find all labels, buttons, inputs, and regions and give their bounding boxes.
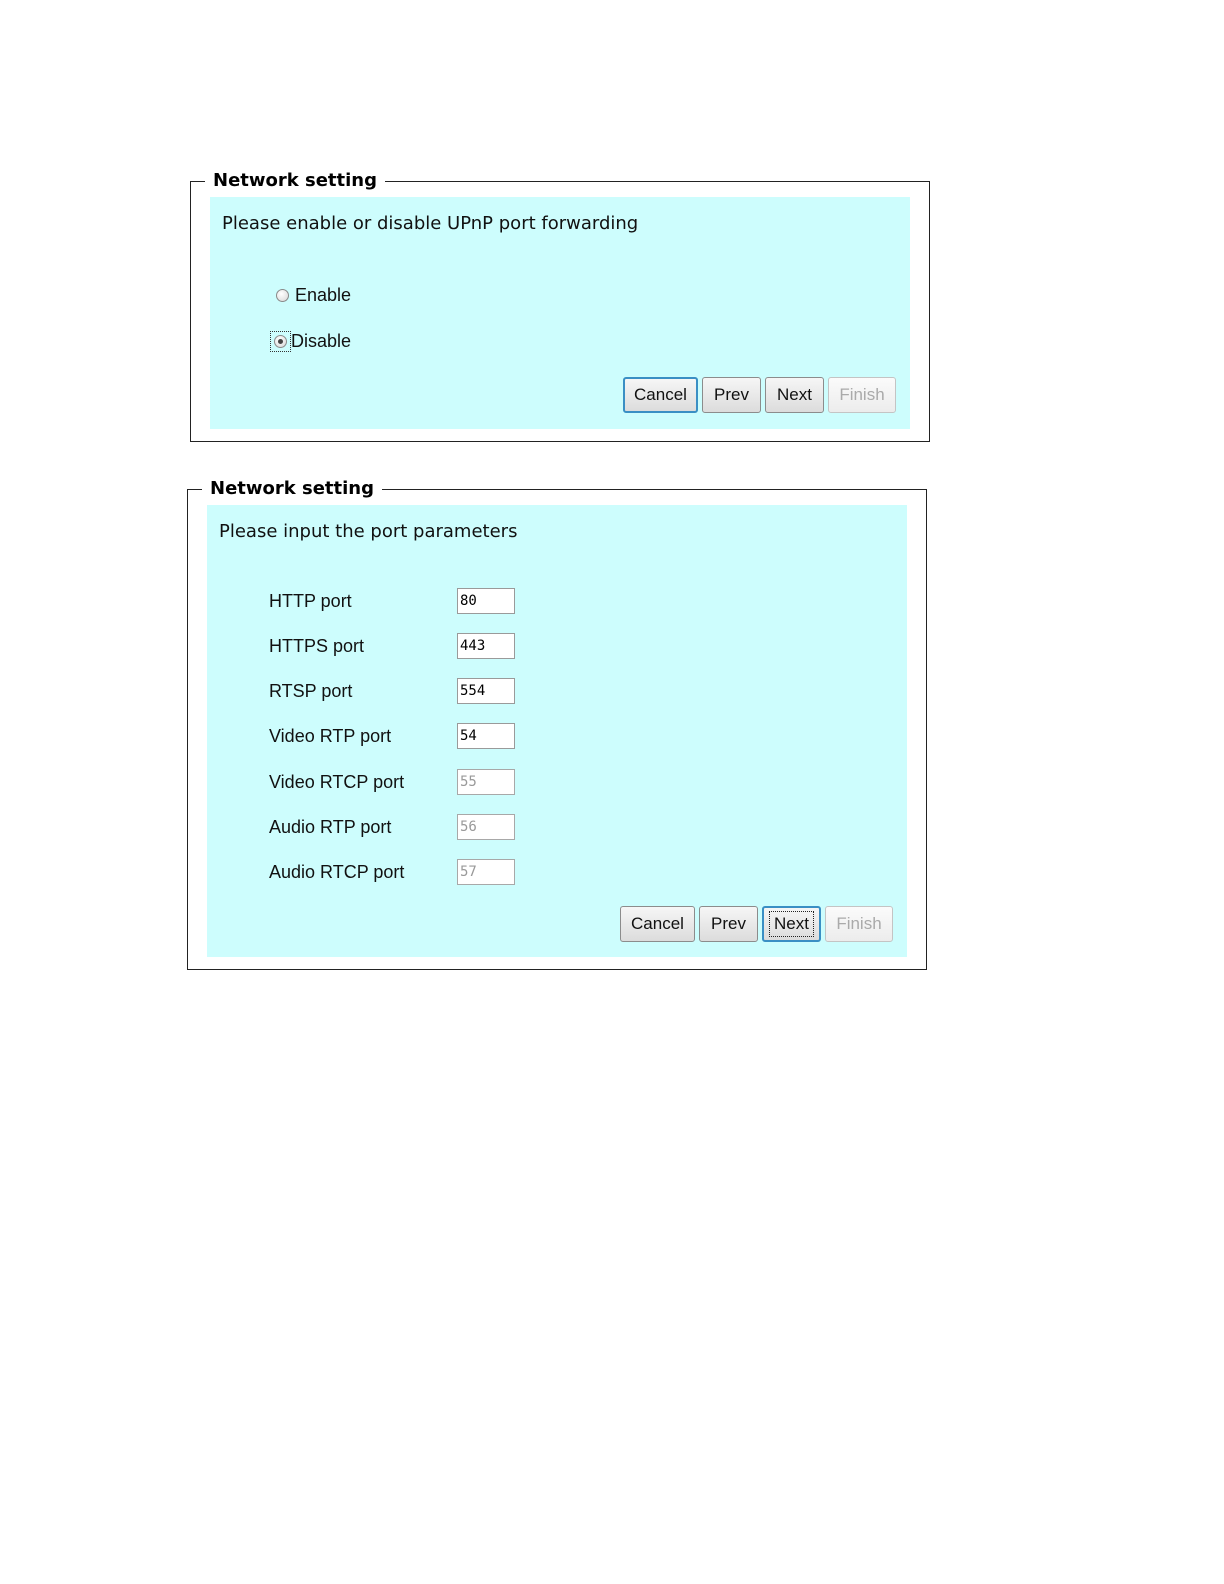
https-port-label: HTTPS port bbox=[269, 635, 365, 656]
finish-button bbox=[828, 377, 896, 413]
rtsp-port-input[interactable] bbox=[457, 678, 515, 704]
rtsp-port-label: RTSP port bbox=[269, 680, 353, 701]
disable-focus-ring bbox=[272, 333, 289, 350]
https-port-row bbox=[269, 633, 515, 659]
prev-button-label: Prev bbox=[711, 914, 746, 933]
http-port-row bbox=[269, 588, 515, 614]
next-button-label: Next bbox=[770, 912, 813, 936]
enable-label[interactable]: Enable bbox=[295, 285, 352, 305]
http-port-input[interactable] bbox=[457, 588, 515, 614]
audio-rtcp-port-row bbox=[269, 859, 515, 885]
audio-rtcp-port-input bbox=[457, 859, 515, 885]
video-rtp-port-input[interactable] bbox=[457, 723, 515, 749]
next-button-label: Next bbox=[777, 385, 812, 404]
audio-rtp-port-row bbox=[269, 814, 515, 840]
enable-radio[interactable] bbox=[276, 289, 289, 302]
port-panel bbox=[207, 505, 907, 957]
port-network-setting-group bbox=[187, 478, 927, 970]
prev-button[interactable] bbox=[702, 377, 761, 413]
video-rtp-port-label: Video RTP port bbox=[269, 725, 392, 746]
finish-button-label: Finish bbox=[839, 385, 885, 404]
prev-button[interactable] bbox=[699, 906, 758, 942]
video-rtp-port-row bbox=[269, 723, 515, 749]
cancel-button[interactable] bbox=[620, 906, 695, 942]
cancel-button-label: Cancel bbox=[634, 385, 687, 404]
next-button[interactable] bbox=[765, 377, 824, 413]
video-rtcp-port-input bbox=[457, 769, 515, 795]
rtsp-port-row bbox=[269, 678, 515, 704]
video-rtcp-port-label: Video RTCP port bbox=[269, 771, 405, 792]
http-port-label: HTTP port bbox=[269, 590, 352, 611]
disable-option[interactable] bbox=[272, 331, 351, 352]
audio-rtcp-port-label: Audio RTCP port bbox=[269, 861, 405, 882]
port-prompt: Please input the port parameters bbox=[219, 521, 518, 542]
upnp-network-setting-group bbox=[190, 170, 930, 442]
audio-rtp-port-input bbox=[457, 814, 515, 840]
upnp-prompt: Please enable or disable UPnP port forwarding bbox=[222, 213, 639, 234]
port-button-row bbox=[620, 906, 893, 942]
prev-button-label: Prev bbox=[714, 385, 749, 404]
disable-radio[interactable] bbox=[274, 335, 287, 348]
cancel-button[interactable] bbox=[623, 377, 698, 413]
cancel-button-label: Cancel bbox=[631, 914, 684, 933]
https-port-input[interactable] bbox=[457, 633, 515, 659]
video-rtcp-port-row bbox=[269, 769, 515, 795]
disable-label[interactable]: Disable bbox=[291, 331, 352, 351]
enable-option[interactable] bbox=[276, 285, 351, 306]
port-group-legend: Network setting bbox=[202, 478, 382, 500]
upnp-panel bbox=[210, 197, 910, 429]
finish-button-label: Finish bbox=[836, 914, 882, 933]
upnp-button-row bbox=[623, 377, 896, 413]
next-button[interactable] bbox=[762, 906, 821, 942]
audio-rtp-port-label: Audio RTP port bbox=[269, 816, 392, 837]
upnp-group-legend: Network setting bbox=[205, 170, 385, 192]
finish-button bbox=[825, 906, 893, 942]
